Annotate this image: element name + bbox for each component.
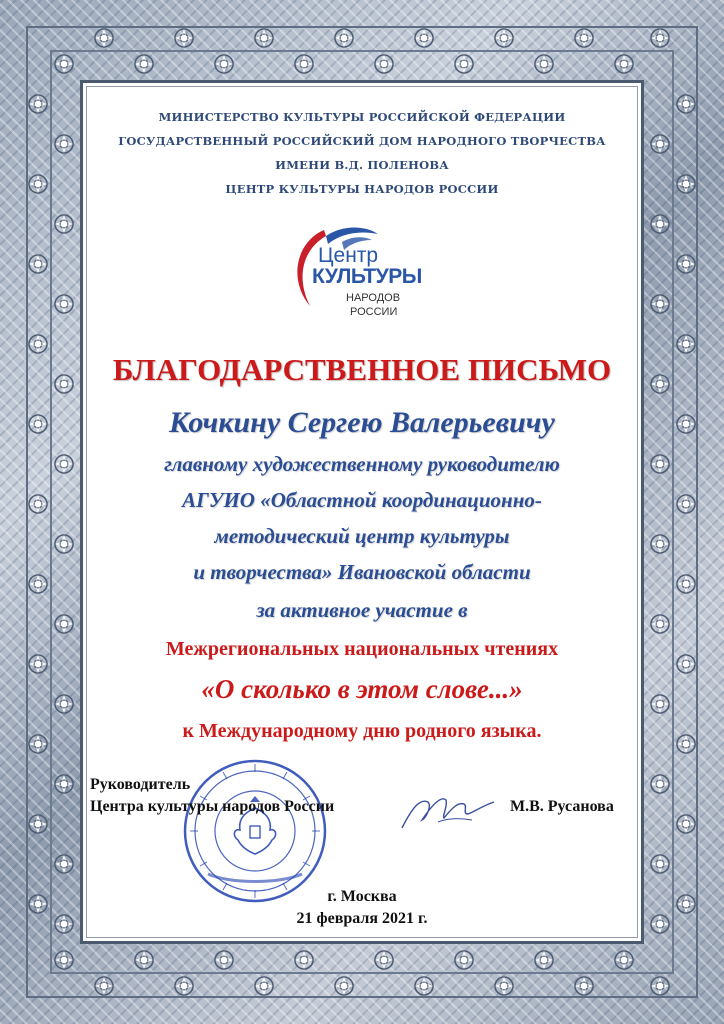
header-named: ИМЕНИ В.Д. ПОЛЕНОВА (275, 158, 449, 172)
recipient-line-2: АГУИО «Областной координационно- (182, 488, 542, 512)
certificate-content (80, 80, 644, 944)
letter-title: БЛАГОДАРСТВЕННОЕ ПИСЬМО (112, 352, 612, 387)
header-ministry: МИНИСТЕРСТВО КУЛЬТУРЫ РОССИЙСКОЙ ФЕДЕРАЦИИ (158, 110, 566, 124)
official-seal-icon (180, 756, 330, 906)
recipient-name: Кочкину Сергею Валерьевичу (169, 406, 555, 439)
ornament-right-column (651, 95, 695, 933)
signature-role-1: Руководитель (90, 776, 191, 793)
event-line-1: Межрегиональных национальных чтениях (165, 638, 559, 660)
logo-word-russia: РОССИИ (350, 306, 398, 318)
handwritten-signature-icon (398, 788, 498, 832)
signer-name: М.В. Русанова (510, 798, 614, 815)
ornament-left-column (29, 95, 73, 933)
footer-city: г. Москва (327, 888, 397, 905)
logo-word-center: Центр (318, 244, 379, 267)
event-line-3: к Международному дню родного языка. (182, 720, 542, 742)
ornament-bottom-row (55, 951, 669, 995)
footer-date: 21 февраля 2021 г. (296, 910, 428, 927)
signature-role-2: Центра культуры народов России (90, 798, 335, 815)
recipient-line-5: за активное участие в (256, 598, 468, 622)
recipient-line-4: и творчества» Ивановской области (193, 560, 531, 584)
ornament-top-row (55, 29, 669, 73)
recipient-line-1: главному художественному руководителю (164, 452, 560, 476)
logo-word-culture: КУЛЬТУРЫ (312, 265, 422, 288)
logo-word-peoples: НАРОДОВ (346, 292, 401, 304)
center-logo (286, 220, 426, 330)
event-quote: «О сколько в этом слове...» (201, 674, 523, 704)
header-house: ГОСУДАРСТВЕННЫЙ РОССИЙСКИЙ ДОМ НАРОДНОГО ТВОРЧЕСТВА (118, 134, 606, 148)
header-center: ЦЕНТР КУЛЬТУРЫ НАРОДОВ РОССИИ (225, 182, 499, 196)
recipient-line-3: методический центр культуры (214, 524, 510, 548)
